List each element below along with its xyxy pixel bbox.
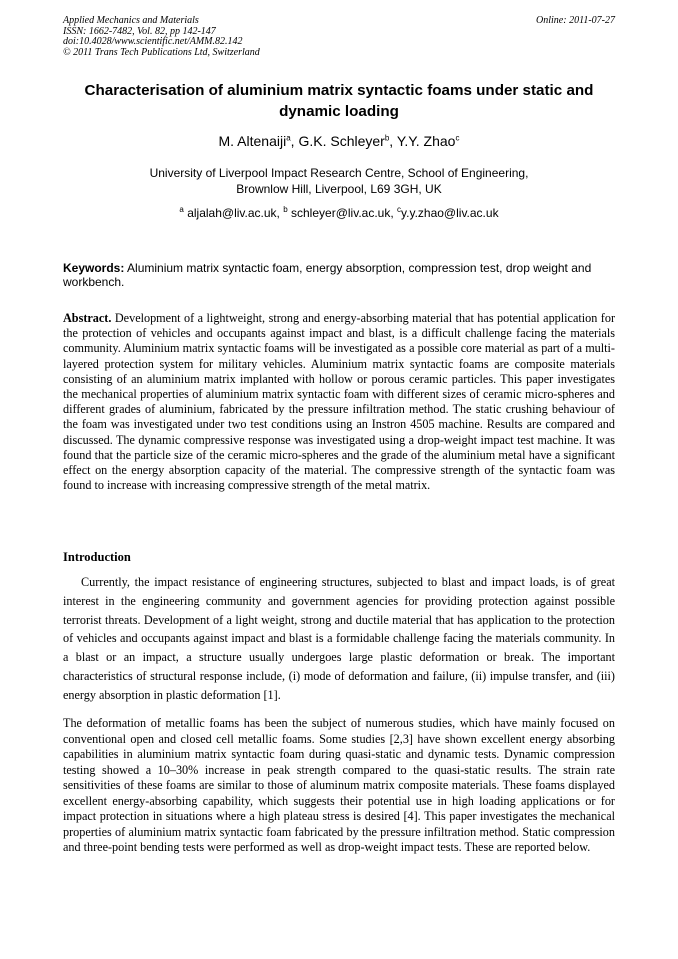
abstract [63, 311, 615, 493]
email-3: $^c$y.y.zhao@liv.ac.uk [397, 205, 499, 220]
author-emails [60, 205, 618, 221]
author-2: G.K. Schleyer$^b$, [298, 133, 397, 149]
affiliation-line-2: Brownlow Hill, Liverpool, L69 3GH, UK [236, 181, 442, 196]
abstract-label: Abstract. [63, 311, 112, 325]
email-2: $^b$ schleyer@liv.ac.uk, [283, 205, 394, 220]
introduction-paragraph-2: The deformation of metallic foams has been the subject of numerous studies, which have mainly focused on conventional open and closed cell metallic foams. Some studies [2,3] have shown excellent energy absorbing capabilities in aluminium matrix syntactic foam during quasi-static and dynamic tests. Dynamic compression testing showed a 10–30% increase in peak strength compared to the quasi-static results. The strain rate sensitivities of these foams are similar to those of aluminum matrix composite materials. These foams displayed excellent energy-absorbing capability, which suggests their potential use in high loading applications or for impact protection in situations where a high plateau stress is desired [4]. This paper investigates the mechanical properties of aluminium matrix syntactic foam fabricated by the pressure infiltration method. Static compression and three-point bending tests were performed as well as drop-weight impact tests. These are reported below. [63, 716, 615, 854]
author-list [60, 132, 618, 150]
online-date: Online: 2011-07-27 [536, 15, 615, 26]
author-3: Y.Y. Zhao$^c$ [396, 133, 460, 149]
keywords-label: Keywords: [63, 261, 125, 275]
journal-header [63, 16, 615, 58]
affiliation-line-1: University of Liverpool Impact Research Centre, School of Engineering, [149, 166, 529, 180]
author-1: M. Altenaiji$^a$, [218, 133, 299, 149]
paper-title: Characterisation of aluminium matrix syntactic foams under static and dynamic loading [84, 82, 594, 120]
affiliation [60, 166, 618, 197]
introduction-heading: Introduction [63, 550, 131, 564]
keywords-text: Aluminium matrix syntactic foam, energy absorption, compression test, drop weight and workbench. [63, 261, 592, 290]
email-1: $^a$ aljalah@liv.ac.uk, [179, 205, 280, 220]
keywords [63, 261, 615, 290]
abstract-text: Development of a lightweight, strong and energy-absorbing material that has potential application for the protection of vehicles and occupants against impact and blast, is a difficult challenge facing the materials community. Aluminium matrix syntactic foams will be investigated as a possible core material as part of a multi-layered protection system for military vehicles. Aluminium matrix syntactic foams are composite materials consisting of an aluminium matrix implanted with hollow or porous ceramic particles. This paper investigates the mechanical properties of aluminium matrix syntactic foam with different sizes of ceramic micro-spheres and different grades of aluminium, fabricated by the pressure infiltration method. The static crushing behaviour of the foam was investigated under two test conditions using an Instron 4505 machine. Results are compared and discussed. The dynamic compressive response was investigated using a drop-weight impact test machine. It was found that the particle size of the ceramic micro-spheres and the grade of the aluminium metal have a significant effect on the energy absorption capacity of the material. The compressive strength of the syntactic foam was found to increase with increasing compressive strength of the metal matrix. [63, 311, 615, 493]
issn-line: ISSN: 1662-7482, Vol. 82, pp 142-147 [63, 25, 216, 37]
doi-line: doi:10.4028/www.scientific.net/AMM.82.142 [63, 36, 243, 48]
copyright-line: © 2011 Trans Tech Publications Ltd, Switzerland [63, 46, 260, 58]
introduction-paragraph-1: Currently, the impact resistance of engineering structures, subjected to blast and impact loads, is of great interest in the engineering community and government agencies for providing protection against possible terrorist threats. Development of a light weight, strong and ductile material that has application to the protection of vehicles and occupants against impact and blast is a formidable challenge facing the materials community. In a blast or an impact, a structure usually undergoes large plastic deformation or break. The important characteristics of structural response include, (i) mode of deformation and failure, (ii) impulse transfer, and (iii) energy absorption in plastic deformation [1]. [63, 575, 615, 702]
journal-name: Applied Mechanics and Materials [63, 15, 199, 26]
